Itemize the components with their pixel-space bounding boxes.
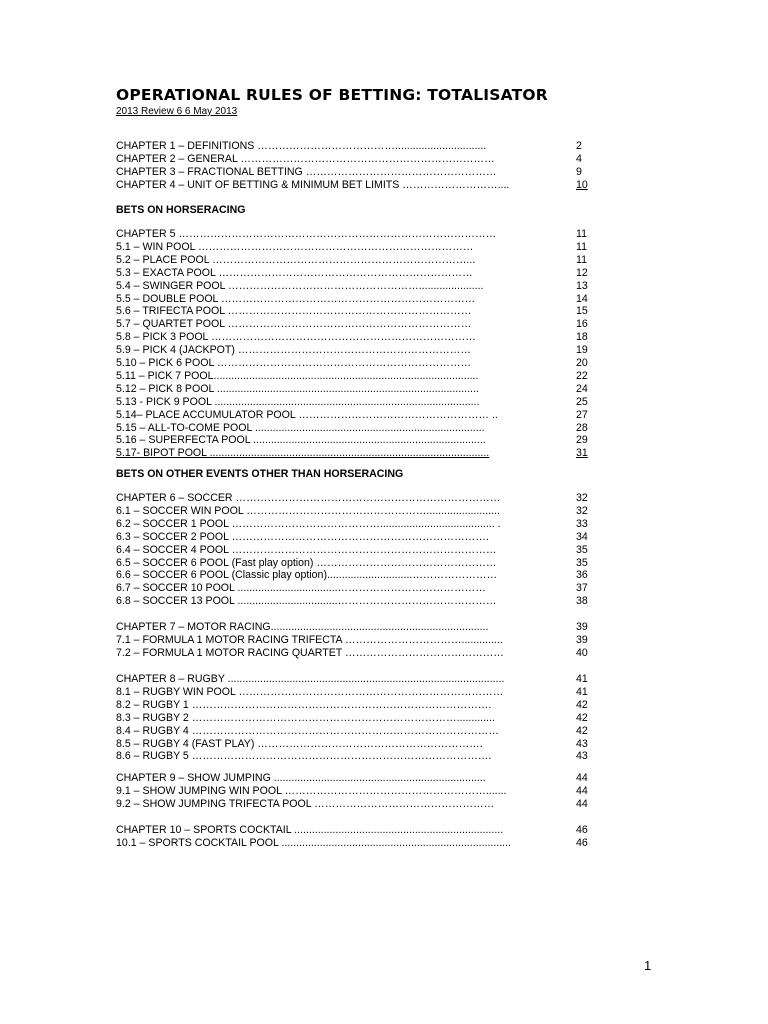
toc-entry-page: 28 (576, 422, 588, 434)
toc-entry[interactable] (116, 179, 596, 192)
toc-entry[interactable] (116, 228, 596, 241)
toc-entry-title: 7.2 – FORMULA 1 MOTOR RACING QUARTET ……………………………………… (116, 647, 504, 659)
toc-entry-page: 10 (576, 179, 588, 191)
toc-entry-page: 16 (576, 318, 588, 330)
toc-entry-title: 5.15 – ALL-TO-COME POOL .............................................................................. (116, 422, 485, 434)
toc-entry-page: 32 (576, 492, 588, 504)
toc-entry-title: CHAPTER 9 – SHOW JUMPING ........................................................................ (116, 772, 486, 784)
toc-entry-page: 42 (576, 699, 588, 711)
toc-entry-page: 37 (576, 582, 588, 594)
toc-entry-title: CHAPTER 8 – RUGBY .............................................................................................. (116, 673, 505, 685)
toc-entry-title: 5.9 – PICK 4 (JACKPOT) ………………………………………………………… (116, 344, 471, 356)
toc-entry[interactable] (116, 837, 596, 850)
toc-entry-page: 29 (576, 434, 588, 446)
toc-entry-title: 5.6 – TRIFECTA POOL …………………………………………………………… (116, 305, 472, 317)
toc-entry-page: 43 (576, 738, 588, 750)
toc-entry[interactable] (116, 434, 596, 447)
toc-entry-title: 5.17- BIPOT POOL ............................................................................................... (116, 447, 490, 459)
toc-entry-title: 5.12 – PICK 8 POOL ......................................................................................... (116, 383, 479, 395)
toc-entry-page: 44 (576, 785, 588, 797)
toc-entry-page: 9 (576, 166, 582, 178)
toc-entry[interactable] (116, 686, 596, 699)
toc-entry[interactable] (116, 798, 596, 811)
toc-entry[interactable] (116, 357, 596, 370)
toc-entry-title: 5.7 – QUARTET POOL …………………………………………………………… (116, 318, 472, 330)
toc-entry-title: 10.1 – SPORTS COCKTAIL POOL .............................................................................. (116, 837, 512, 849)
toc-entry-page: 35 (576, 544, 588, 556)
toc-entry[interactable] (116, 492, 596, 505)
toc-entry-page: 42 (576, 712, 588, 724)
toc-entry[interactable] (116, 166, 596, 179)
toc-entry-title: 9.1 – SHOW JUMPING WIN POOL …………………………………………………....... (116, 785, 507, 797)
toc-entry-page: 4 (576, 153, 582, 165)
toc-entry-title: CHAPTER 2 – GENERAL ……………………………………………………………… (116, 153, 495, 165)
toc-entry-title: 6.3 – SOCCER 2 POOL ………………………………………………………………. (116, 531, 489, 543)
page-title: OPERATIONAL RULES OF BETTING: TOTALISATOR (116, 86, 548, 104)
toc-entry-title: 6.8 – SOCCER 13 POOL ..................................……………………………………… (116, 595, 497, 607)
toc-entry-title: 5.4 – SWINGER POOL ………………………………………………...................... (116, 280, 484, 292)
toc-entry-title: 8.3 – RUGBY 2 …………………………………………………………………............. (116, 712, 495, 724)
toc-entry-title: CHAPTER 5 ……………………………………………………………………………… (116, 228, 497, 240)
toc-entry-title: 6.1 – SOCCER WIN POOL ……………………………………………......................... (116, 505, 500, 517)
toc-entry[interactable] (116, 634, 596, 647)
toc-entry[interactable] (116, 824, 596, 837)
toc-entry-page: 39 (576, 634, 588, 646)
toc-entry[interactable] (116, 447, 596, 460)
toc-entry-page: 14 (576, 293, 588, 305)
toc-entry-page: 15 (576, 305, 588, 317)
toc-entry-title: 7.1 – FORMULA 1 MOTOR RACING TRIFECTA …………………………….............. (116, 634, 503, 646)
toc-entry-page: 11 (576, 241, 587, 253)
toc-entry[interactable] (116, 712, 596, 725)
toc-entry[interactable] (116, 153, 596, 166)
toc-entry[interactable] (116, 241, 596, 254)
toc-entry-title: 5.8 – PICK 3 POOL ………………………………………………………………… (116, 331, 476, 343)
toc-entry-page: 27 (576, 409, 588, 421)
toc-entry[interactable] (116, 673, 596, 686)
toc-entry-title: 8.1 – RUGBY WIN POOL ………………………………………………………………… (116, 686, 504, 698)
toc-entry-page: 39 (576, 621, 588, 633)
toc-entry-page: 40 (576, 647, 588, 659)
toc-entry[interactable] (116, 267, 596, 280)
page-number: 1 (644, 958, 652, 973)
toc-entry-title: 5.5 – DOUBLE POOL ……………………………………………………………… (116, 293, 476, 305)
toc-entry-title: 5.3 – EXACTA POOL ……………………………………………………………… (116, 267, 473, 279)
toc-entry-title: 5.16 – SUPERFECTA POOL ............................................................................... (116, 434, 486, 446)
toc-entry[interactable] (116, 318, 596, 331)
toc-entry[interactable] (116, 505, 596, 518)
document-subtitle: 2013 Review 6 6 May 2013 (116, 106, 238, 117)
toc-entry-page: 31 (576, 447, 588, 459)
toc-entry-title: 6.7 – SOCCER 10 POOL ..................................…………………………………… (116, 582, 486, 594)
toc-entry-title: 5.14– PLACE ACCUMULATOR POOL ……………………………………………… .. (116, 409, 498, 421)
toc-entry-page: 20 (576, 357, 588, 369)
toc-entry[interactable] (116, 383, 596, 396)
toc-entry[interactable] (116, 280, 596, 293)
toc-entry-title: 5.2 – PLACE POOL ………………………………………………………………... (116, 254, 476, 266)
toc-entry[interactable] (116, 140, 596, 153)
toc-entry-title: 5.11 – PICK 7 POOL.......................................................................................... (116, 370, 479, 382)
toc-entry-page: 22 (576, 370, 588, 382)
toc-entry[interactable] (116, 344, 596, 357)
toc-entry-page: 38 (576, 595, 588, 607)
toc-entry-title: 6.2 – SOCCER 1 POOL ……………………………………....................................... . (116, 518, 501, 530)
toc-entry-page: 41 (576, 673, 588, 685)
toc-entry-title: CHAPTER 1 – DEFINITIONS …………………………………............................... (116, 140, 487, 152)
toc-entry-page: 42 (576, 725, 588, 737)
toc-entry[interactable] (116, 305, 596, 318)
toc-entry-page: 41 (576, 686, 588, 698)
toc-entry-page: 11 (576, 254, 587, 266)
toc-entry-page: 36 (576, 569, 588, 581)
toc-entry-page: 46 (576, 824, 588, 836)
toc-entry-page: 11 (576, 228, 587, 240)
toc-entry[interactable] (116, 254, 596, 267)
toc-entry-page: 34 (576, 531, 588, 543)
toc-entry-page: 44 (576, 772, 588, 784)
toc-entry-title: 8.4 – RUGBY 4 …………………………………………………………………………… (116, 725, 499, 737)
toc-entry-title: 9.2 – SHOW JUMPING TRIFECTA POOL …………………………………………… (116, 798, 495, 810)
toc-entry[interactable] (116, 772, 596, 785)
toc-entry-page: 44 (576, 798, 588, 810)
toc-entry-title: 5.13 - PICK 9 POOL .......................................................................................... (116, 396, 480, 408)
toc-entry-page: 12 (576, 267, 588, 279)
toc-entry-title: CHAPTER 10 – SPORTS COCKTAIL ....................................................................... (116, 824, 504, 836)
toc-entry[interactable] (116, 582, 596, 595)
toc-entry-title: 8.2 – RUGBY 1 …………………………………………………………………………. (116, 699, 492, 711)
toc-entry-title: 8.6 – RUGBY 5 …………………………………………………………………………. (116, 750, 492, 762)
toc-entry-title: 5.1 – WIN POOL …………………………………………………………………… (116, 241, 474, 253)
toc-entry[interactable] (116, 595, 596, 608)
toc-entry-title: 6.4 – SOCCER 4 POOL ………………………………………………………………… (116, 544, 497, 556)
toc-entry-title: CHAPTER 4 – UNIT OF BETTING & MINIMUM BET LIMITS ……………………….... (116, 179, 510, 191)
toc-entry-title: 6.6 – SOCCER 6 POOL (Classic play option).............................…………………… (116, 569, 498, 581)
toc-entry-page: 2 (576, 140, 582, 152)
toc-entry[interactable] (116, 699, 596, 712)
toc-entry[interactable] (116, 409, 596, 422)
toc-entry[interactable] (116, 647, 596, 660)
toc-entry[interactable] (116, 785, 596, 798)
section-heading-other-events: BETS ON OTHER EVENTS OTHER THAN HORSERACING (116, 468, 404, 480)
toc-entry-page: 18 (576, 331, 588, 343)
toc-entry-title: 6.5 – SOCCER 6 POOL (Fast play option) …………………………………………… (116, 557, 497, 569)
toc-entry[interactable] (116, 750, 596, 763)
toc-entry-title: CHAPTER 7 – MOTOR RACING.......................................................................... (116, 621, 489, 633)
toc-entry-page: 35 (576, 557, 588, 569)
toc-entry-title: 8.5 – RUGBY 4 (FAST PLAY) ………………………………………………………. (116, 738, 483, 750)
toc-entry[interactable] (116, 621, 596, 634)
toc-entry[interactable] (116, 370, 596, 383)
toc-entry-title: 5.10 – PICK 6 POOL ……………………………………………………………… (116, 357, 472, 369)
toc-entry[interactable] (116, 331, 596, 344)
toc-entry-page: 43 (576, 750, 588, 762)
toc-entry[interactable] (116, 569, 596, 582)
toc-entry-page: 25 (576, 396, 588, 408)
toc-entry-title: CHAPTER 3 – FRACTIONAL BETTING ……………………………………………… (116, 166, 497, 178)
toc-entry[interactable] (116, 531, 596, 544)
toc-entry-page: 24 (576, 383, 588, 395)
toc-entry-page: 13 (576, 280, 588, 292)
toc-entry[interactable] (116, 725, 596, 738)
toc-entry[interactable] (116, 544, 596, 557)
toc-entry[interactable] (116, 396, 596, 409)
toc-entry-page: 46 (576, 837, 588, 849)
toc-entry-page: 19 (576, 344, 588, 356)
toc-entry-page: 33 (576, 518, 588, 530)
toc-entry-page: 32 (576, 505, 588, 517)
section-heading-horseracing: BETS ON HORSERACING (116, 204, 246, 216)
toc-entry-title: CHAPTER 6 – SOCCER ………………………………………………………………… (116, 492, 501, 504)
toc-entry[interactable] (116, 518, 596, 531)
